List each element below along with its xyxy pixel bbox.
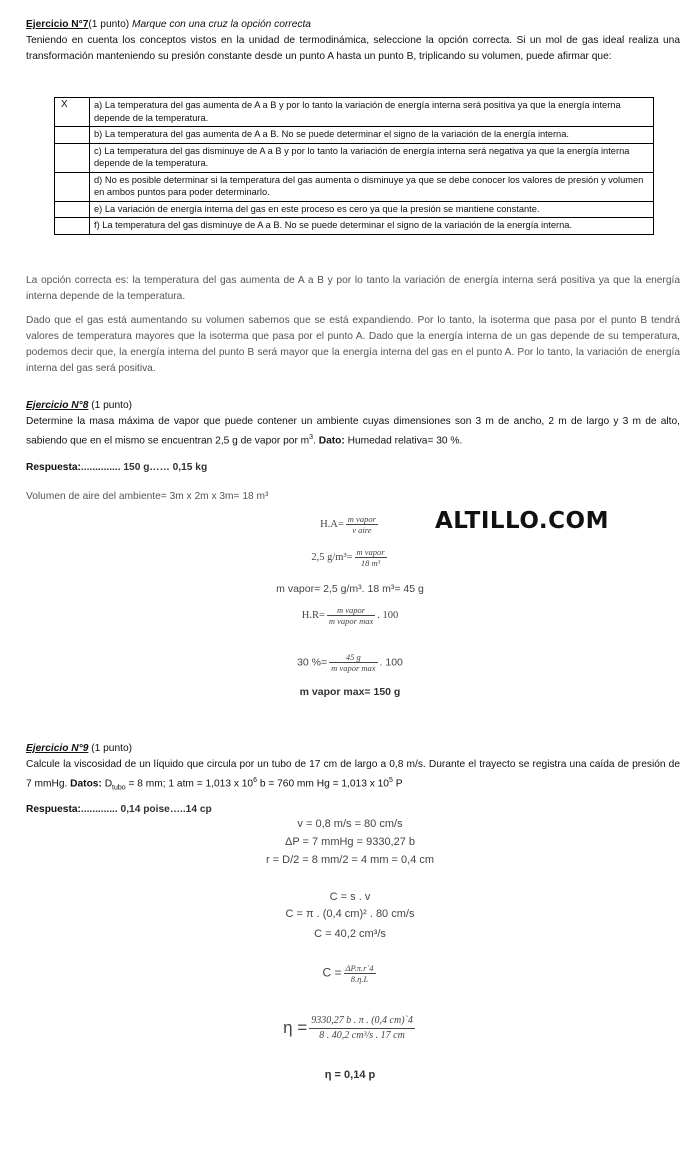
ex8-eq5-den: m vapor max (331, 663, 376, 673)
ex8-eq4 (0, 605, 700, 626)
ex8-respuesta (26, 460, 680, 476)
option-row (55, 98, 654, 127)
ex8-eq4-fraction (327, 605, 375, 626)
ex8-eq4-rhs: . 100 (377, 609, 399, 621)
ex8-points: (1 punto) (88, 400, 133, 411)
ex9-eq-c1: C = s . v (329, 891, 371, 903)
option-text: b) La temperatura del gas aumenta de A a B. No se puede determinar el signo de la variación de la energía interna. (90, 127, 654, 144)
ex9-eq-eta-lhs: η = (283, 1017, 308, 1037)
ex9-eta-result: η = 0,14 p (324, 1069, 376, 1081)
ex9-eq-eta-fraction (309, 1014, 415, 1043)
ex9-datos-sub: tubo (112, 784, 126, 792)
ex8-eq5-rhs: . 100 (379, 656, 403, 669)
ex8-eq2-num: m vapor (356, 547, 385, 557)
option-text: e) La variación de energía interna del gas en este proceso es cero ya que la presión se mantiene constante. (90, 201, 654, 218)
ex8-eq4-den: m vapor max (328, 616, 374, 626)
option-row (55, 218, 654, 235)
option-checkbox[interactable] (55, 172, 90, 201)
ex8-eq5-lhs: 30 %= (297, 656, 328, 669)
option-row (55, 201, 654, 218)
ex9-datos-rest-a: = 8 mm; 1 atm = 1,013 x 10 (125, 778, 254, 790)
ex9-eq-v: v = 0,8 m/s = 80 cm/s (297, 818, 403, 830)
ex9-statement (26, 757, 680, 796)
ex8-eq2-fraction (355, 547, 387, 568)
ex9-eq-eta-num: 9330,27 b . π . (0,4 cm)`4 (309, 1014, 415, 1029)
ex8-eq4-num: m vapor (327, 605, 375, 616)
ex8-eq2-den: 18 m³ (360, 558, 381, 568)
ex8-eq5-fraction (329, 652, 377, 673)
ex8-eq1-lhs: H.A= (320, 518, 344, 530)
ex9-eq-eta-den: 8 . 40,2 cm³/s . 17 cm (319, 1030, 405, 1041)
ex9-points: (1 punto) (88, 743, 133, 754)
ex8-respuesta-label: Respuesta: (26, 462, 81, 473)
ex9-eq-eta (0, 1014, 700, 1043)
option-checkbox[interactable] (55, 218, 90, 235)
ex8-statement-sup: 3 (309, 434, 314, 441)
ex9-eq-c4-lhs: C = (322, 965, 342, 980)
ex9-datos-rest-b: b = 760 mm Hg = 1,013 x 10 (257, 778, 389, 790)
ex9-datos-label: Datos: (70, 778, 102, 790)
ex7-instruction: Marque con una cruz la opción correcta (132, 19, 311, 30)
ex9-respuesta-label: Respuesta: (26, 804, 81, 815)
ex8-title: Ejercicio N°8 (26, 400, 89, 411)
ex8-eq3: m vapor= 2,5 g/m³. 18 m³= 45 g (276, 583, 424, 595)
ex8-statement (26, 414, 680, 449)
ex8-dato-label: Dato: (318, 435, 345, 447)
ex8-volumen-line: Volumen de aire del ambiente= 3m x 2m x 3m= 18 m³ (26, 491, 269, 502)
ex9-datos-rest-c: P (392, 778, 403, 790)
ex7-statement: Teniendo en cuenta los conceptos vistos en la unidad de termodinámica, seleccione la opción correcta. Si un mol de gas ideal realiza una transformación manteniendo su presión constante desde un punto A hasta un punto B, triplicando su volumen, puede afirmar que: (26, 35, 680, 62)
ex8-eq1-fraction (346, 514, 378, 535)
ex8-eq2-lhs: 2,5 g/m³= (311, 551, 353, 563)
ex8-dato-value: Humedad relativa= 30 %. (344, 435, 463, 447)
option-text: a) La temperatura del gas aumenta de A a B y por lo tanto la variación de energía interna será positiva ya que la energía interna depende de la temperatura. (90, 98, 654, 127)
ex7-answer-paragraph-1: La opción correcta es: la temperatura del gas aumenta de A a B y por lo tanto la variación de energía interna será positiva ya que la energía interna depende de la temperatura. (26, 275, 680, 302)
ex9-eq-c4-num: ΔP.π.r`4 (345, 963, 374, 973)
ex8-header (26, 398, 680, 414)
ex9-eq-dp: ΔP = 7 mmHg = 9330,27 b (284, 836, 416, 848)
ex9-eq-c4 (0, 963, 700, 984)
ex7-title: Ejercicio N°7 (26, 19, 89, 30)
ex8-eq1-num: m vapor (347, 514, 376, 524)
ex9-respuesta-value: ............. 0,14 poise…..14 cp (80, 804, 212, 815)
ex7-answer-paragraph-2: Dado que el gas está aumentando su volumen sabemos que se está expandiendo. Por lo tanto, la isoterma que pasa por el punto B tendrá valores de temperatura mayores que la isoterma que pasa por el punto A. Dado que la energía interna de un gas depende de su temperatura, podemos decir que, la energía interna del punto B será mayor que la energía interna del gas en el punto A. Por lo tanto, la variación de energía interna del gas será positiva. (26, 315, 680, 374)
ex9-header (26, 741, 680, 757)
option-checkbox[interactable] (55, 143, 90, 172)
option-checkbox[interactable]: X (55, 98, 90, 127)
option-text: d) No es posible determinar si la temperatura del gas aumenta o disminuye ya que se debe conocer los valores de presión y volumen en ambos puntos para poder determinarlo. (90, 172, 654, 201)
ex9-statement-text: Calcule la viscosidad de un líquido que circula por un tubo de 17 cm de largo a 0,8 m/s. Durante el trayecto se registra una caída de presión de 7 mmHg. (26, 759, 680, 790)
option-text: f) La temperatura del gas disminuye de A a B. No se puede determinar el signo de la variación de la energía interna. (90, 218, 654, 235)
ex8-result: m vapor max= 150 g (299, 686, 401, 698)
ex9-eq-c3: C = 40,2 cm³/s (314, 928, 386, 940)
option-row (55, 127, 654, 144)
ex9-eq-c4-fraction (344, 963, 376, 984)
ex9-title: Ejercicio N°9 (26, 743, 89, 754)
option-checkbox[interactable] (55, 127, 90, 144)
ex8-respuesta-value: .............. 150 g…… 0,15 kg (80, 462, 208, 473)
ex7-points: (1 punto) (88, 19, 133, 30)
ex9-eq-r: r = D/2 = 8 mm/2 = 4 mm = 0,4 cm (265, 854, 435, 866)
watermark-logo: ALTILLO.COM (435, 508, 609, 534)
ex8-statement-text: Determine la masa máxima de vapor que puede contener un ambiente cuyas dimensiones son 3 m de ancho, 2 m de largo y 3 m de alto, sabiendo que en el mismo se encuentran 2,5 g de vapor por m (26, 416, 680, 447)
ex9-respuesta (26, 802, 680, 818)
option-text: c) La temperatura del gas disminuye de A a B y por lo tanto la variación de energía interna será negativa ya que la energía interna depende de la temperatura. (90, 143, 654, 172)
ex8-eq2 (0, 547, 700, 568)
ex8-eq5 (0, 652, 700, 673)
ex7-options-table (54, 97, 654, 235)
ex9-datos-d: D (101, 778, 113, 790)
ex9-datos-sup1: 6 (253, 777, 257, 784)
ex8-eq5-num: 45 g (329, 652, 377, 663)
option-row (55, 172, 654, 201)
ex8-eq4-lhs: H.R= (301, 609, 325, 621)
ex9-eq-c4-den: 8.η.L (350, 974, 369, 984)
ex8-eq1-den: v aire (352, 525, 372, 535)
ex9-datos-sup2: 5 (388, 777, 393, 784)
ex9-eq-c2: C = π . (0,4 cm)² . 80 cm/s (285, 908, 415, 920)
option-row (55, 143, 654, 172)
ex7-header (26, 17, 680, 33)
option-checkbox[interactable] (55, 201, 90, 218)
ex8-statement-end: . (313, 435, 319, 447)
